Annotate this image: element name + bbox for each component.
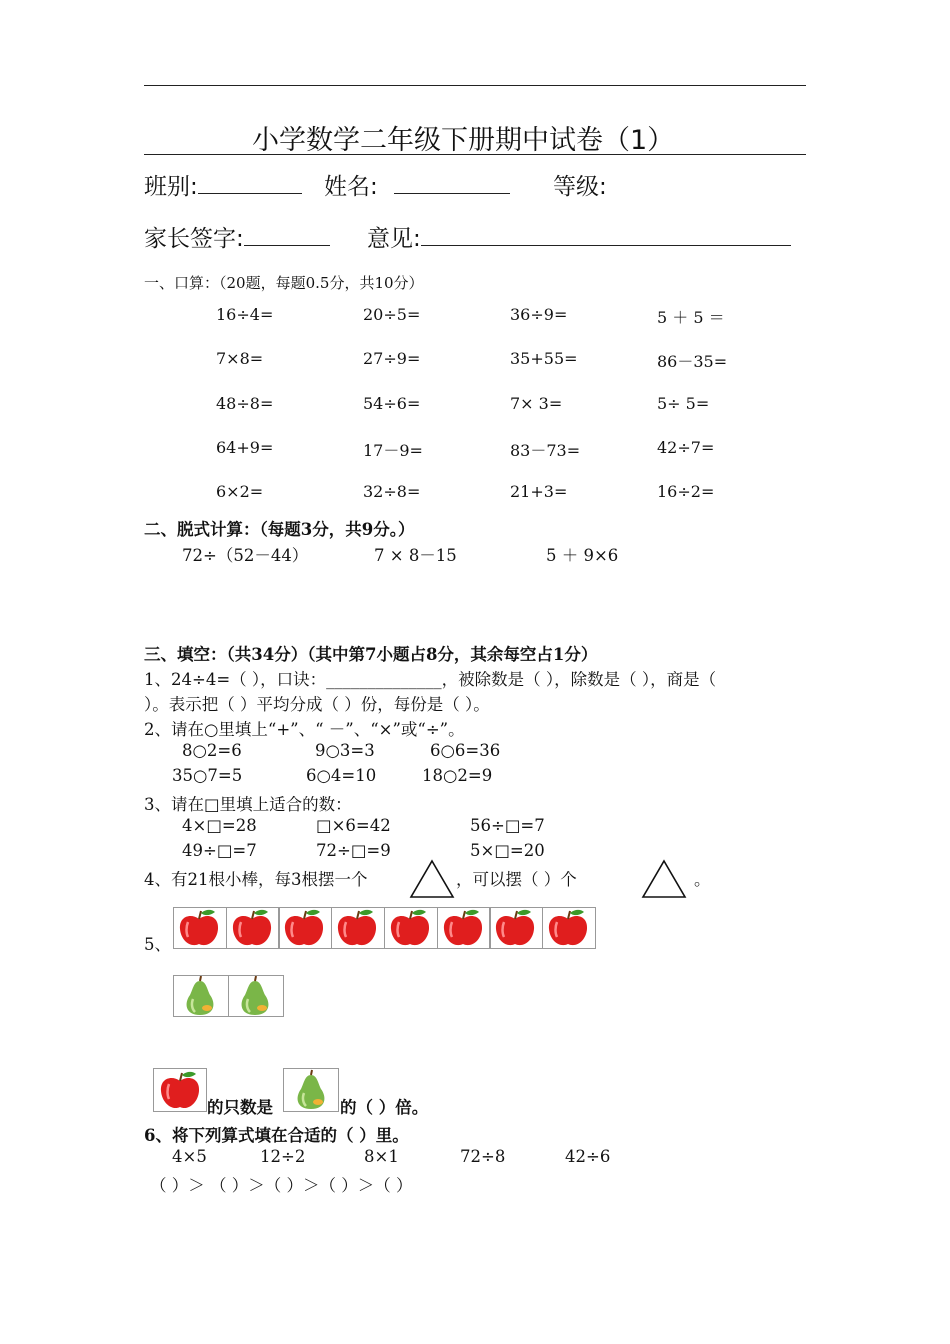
apple-icon bbox=[542, 907, 596, 949]
triangle-icon bbox=[408, 858, 456, 900]
parent-signature-field: 家长签字: bbox=[144, 220, 330, 253]
pear-icon bbox=[284, 1069, 338, 1111]
class-blank[interactable] bbox=[198, 171, 302, 194]
q3-item: 72÷□=9 bbox=[316, 841, 391, 860]
apple-icon bbox=[154, 1069, 206, 1111]
step-calc-3: 5 ＋ 9×6 bbox=[546, 546, 619, 565]
q2-item: 6○4=10 bbox=[306, 766, 377, 785]
oral-calc-item: 6×2= bbox=[216, 482, 264, 501]
apple-icon bbox=[331, 907, 385, 949]
q5-label: 5、 bbox=[144, 935, 171, 954]
section3-heading: 三、填空：（共34分）（其中第7小题占8分，其余每空占1分） bbox=[144, 645, 598, 664]
oral-calc-item: 20÷5= bbox=[363, 305, 421, 324]
oral-calc-item: 35+55= bbox=[510, 349, 578, 368]
oral-calc-item: 64+9= bbox=[216, 438, 274, 457]
q3-item: 56÷□=7 bbox=[470, 816, 545, 835]
q6-expr: 72÷8 bbox=[460, 1147, 506, 1166]
q4-text-a: 4、有21根小棒，每3根摆一个 bbox=[144, 870, 368, 889]
q5-text-a: 的只数是 bbox=[207, 1098, 273, 1117]
oral-calc-item: 17－9= bbox=[363, 441, 423, 460]
q4-text-c: 。 bbox=[694, 870, 711, 889]
apple-picture bbox=[153, 1068, 207, 1112]
apple-icon bbox=[489, 907, 543, 949]
step-calc-2: 7 × 8－15 bbox=[374, 546, 457, 565]
class-field: 班别: bbox=[144, 168, 302, 201]
top-rule bbox=[144, 85, 806, 86]
pear-icon bbox=[228, 975, 284, 1017]
title-underline bbox=[144, 154, 806, 155]
oral-calc-item: 5÷ 5= bbox=[657, 394, 710, 413]
q6-expr: 42÷6 bbox=[565, 1147, 611, 1166]
q6-expr: 4×5 bbox=[172, 1147, 207, 1166]
oral-calc-item: 16÷2= bbox=[657, 482, 715, 501]
q3-item: 49÷□=7 bbox=[182, 841, 257, 860]
opinion-field: 意见: bbox=[367, 220, 791, 253]
q6-blanks[interactable]: （ ）＞ （ ）＞（ ）＞（ ）＞（ ） bbox=[150, 1176, 413, 1195]
q2-item: 35○7=5 bbox=[172, 766, 243, 785]
oral-calc-item: 21+3= bbox=[510, 482, 568, 501]
oral-calc-item: 32÷8= bbox=[363, 482, 421, 501]
oral-calc-item: 86－35= bbox=[657, 352, 728, 371]
q5-text-b: 的（ ）倍。 bbox=[340, 1098, 429, 1117]
name-blank[interactable] bbox=[394, 171, 510, 194]
oral-calc-item: 83－73= bbox=[510, 441, 581, 460]
oral-calc-item: 7×8= bbox=[216, 349, 264, 368]
step-calc-1: 72÷（52－44） bbox=[182, 546, 309, 565]
q4-text-b: ，可以摆（ ）个 bbox=[456, 870, 577, 889]
opinion-blank[interactable] bbox=[421, 223, 791, 246]
apple-icon bbox=[226, 907, 280, 949]
oral-calc-item: 48÷8= bbox=[216, 394, 274, 413]
q2-item: 18○2=9 bbox=[422, 766, 493, 785]
q6-expr: 12÷2 bbox=[260, 1147, 306, 1166]
oral-calc-item: 54÷6= bbox=[363, 394, 421, 413]
oral-calc-item: 16÷4= bbox=[216, 305, 274, 324]
q6-text: 6、将下列算式填在合适的（ ）里。 bbox=[144, 1126, 409, 1145]
pear-picture bbox=[283, 1068, 339, 1112]
q3-item: 5×□=20 bbox=[470, 841, 545, 860]
q2-item: 9○3=3 bbox=[315, 741, 375, 760]
q2-item: 6○6=36 bbox=[430, 741, 501, 760]
pear-icon bbox=[173, 975, 229, 1017]
name-field: 姓名: bbox=[324, 168, 510, 201]
oral-calc-item: 5 ＋ 5 ＝ bbox=[657, 308, 725, 327]
oral-calc-item: 27÷9= bbox=[363, 349, 421, 368]
q6-expr: 8×1 bbox=[364, 1147, 399, 1166]
apple-icon bbox=[437, 907, 491, 949]
q1-line1: 1、24÷4=（ ），口诀：______________，被除数是（ ），除数是（ ），商是（ bbox=[144, 670, 717, 689]
page-title: 小学数学二年级下册期中试卷（1） bbox=[252, 125, 675, 156]
section2-heading: 二、脱式计算：（每题3分，共9分。） bbox=[144, 520, 415, 539]
q3-item: 4×□=28 bbox=[182, 816, 257, 835]
triangle-icon bbox=[640, 858, 688, 900]
oral-calc-item: 7× 3= bbox=[510, 394, 563, 413]
oral-calc-item: 36÷9= bbox=[510, 305, 568, 324]
q1-line2: ）。表示把（ ）平均分成（ ）份，每份是（ ）。 bbox=[144, 695, 490, 714]
q2-text: 2、请在○里填上“+”、“ －”、“×”或“÷”。 bbox=[144, 720, 465, 739]
apple-icon bbox=[173, 907, 227, 949]
grade-field: 等级: bbox=[553, 174, 607, 200]
section1-heading: 一、口算：（20题，每题0.5分，共10分） bbox=[144, 274, 424, 292]
q3-text: 3、请在□里填上适合的数： bbox=[144, 795, 352, 814]
q2-item: 8○2=6 bbox=[182, 741, 242, 760]
apple-icon bbox=[384, 907, 438, 949]
parent-signature-blank[interactable] bbox=[244, 223, 330, 246]
oral-calc-item: 42÷7= bbox=[657, 438, 715, 457]
apple-icon bbox=[278, 907, 332, 949]
q3-item: □×6=42 bbox=[316, 816, 391, 835]
